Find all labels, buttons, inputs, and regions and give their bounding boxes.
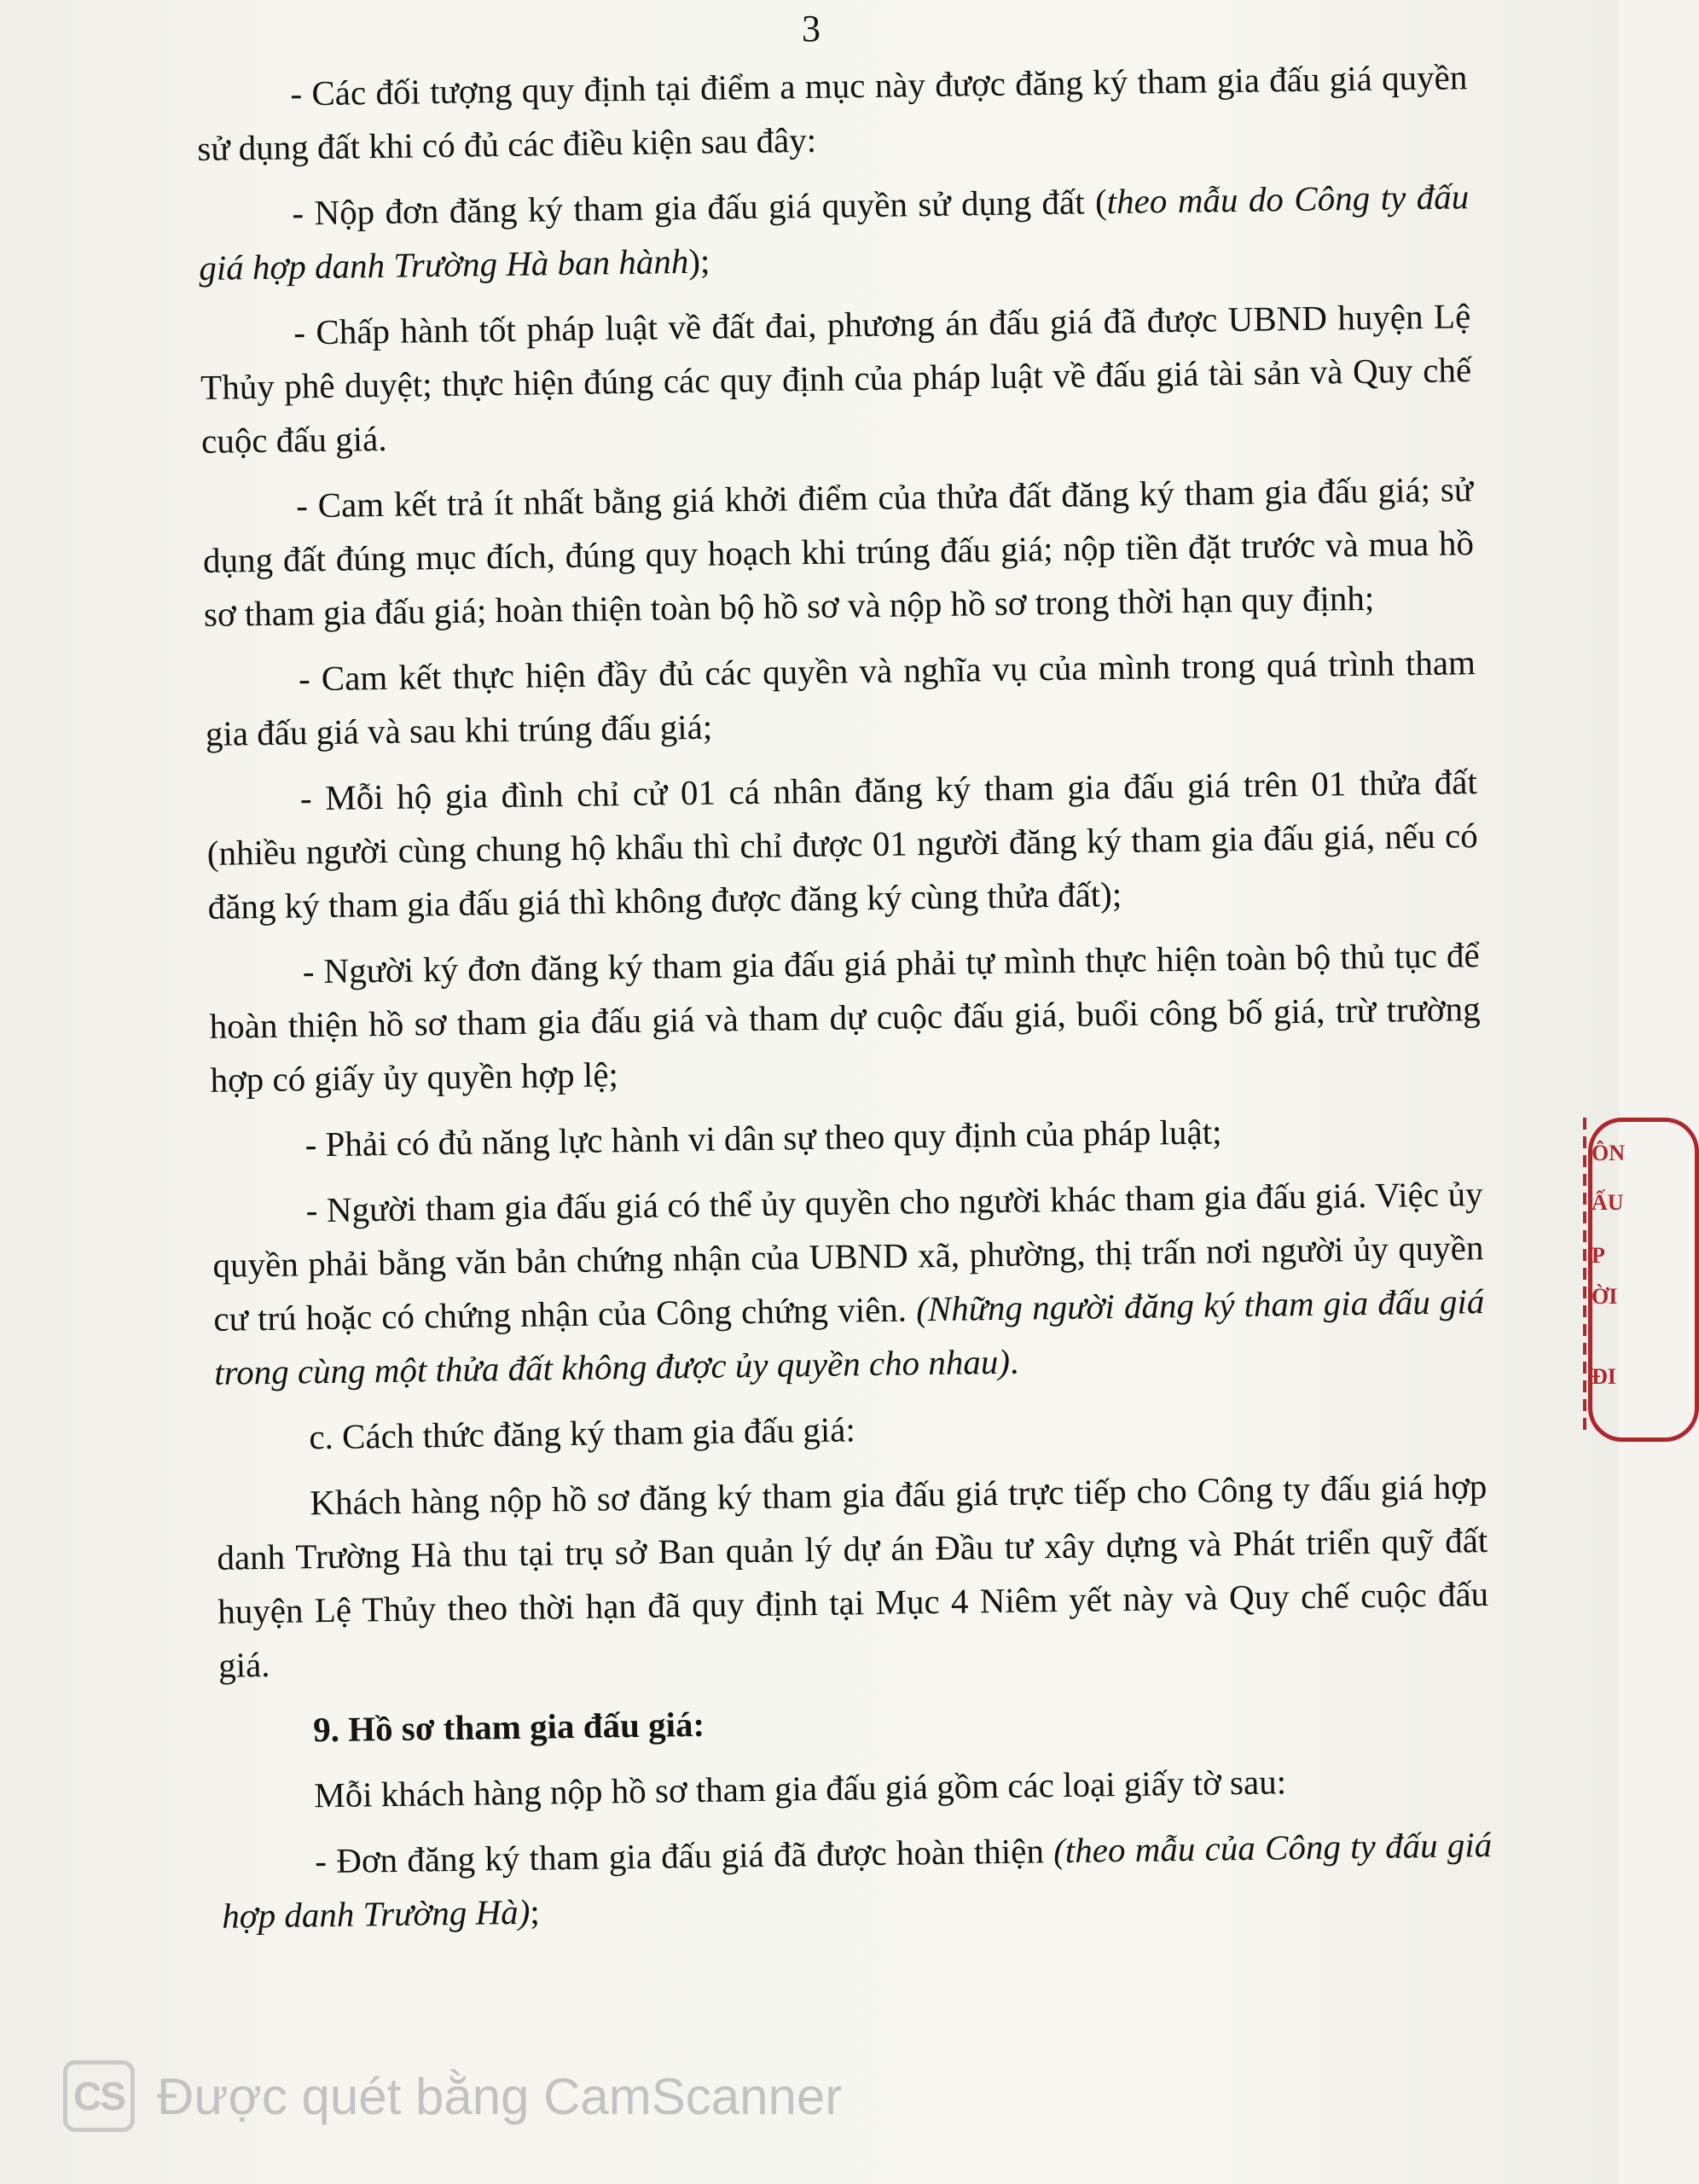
page-number: 3 [802,8,821,49]
paragraph-eligibility-conditions [196,50,1469,176]
paragraph-commit-price [202,462,1475,642]
paragraph-italic: (Những người đăng ký tham gia đấu giá trong cùng một thửa đất không được ủy quyền cho nhau) [214,1281,1485,1392]
paragraph-italic: theo mẫu do Công ty đấu giá hợp danh Trường Hà ban hành [198,177,1470,288]
stamp-border-bar [1583,1118,1586,1433]
paragraph-submission-location [216,1460,1489,1693]
section-heading-dossier [219,1687,1491,1758]
paragraph-comply-law [200,289,1472,468]
stamp-fragment: ĐI [1592,1364,1616,1389]
stamp-fragment: ÔN [1592,1141,1625,1165]
paragraph-one-per-household [206,755,1479,934]
paragraph-submit-application [198,170,1470,295]
paragraph-commit-rights [205,636,1477,761]
watermark-text: Được quét bằng CamScanner [157,2067,843,2125]
paragraph-text: - Chấp hành tốt pháp luật về đất đai, phương án đấu giá đã được UBND huyện Lệ Thủy phê duyệt; thực hiện đúng các quy định của pháp luật về đấu giá tài sản và Quy chế cuộc đấu giá. [200,296,1472,461]
subheading-registration-method [215,1394,1487,1466]
paragraph-tail: . [1009,1341,1019,1381]
document-body [196,50,1493,1955]
paragraph-text: - Nộp đơn đăng ký tham gia đấu giá quyền sử dụng đất ( [292,182,1108,233]
paragraph-text: - Cam kết thực hiện đầy đủ các quyền và nghĩa vụ của mình trong quá trình tham gia đấu giá và sau khi trúng đấu giá; [205,642,1476,753]
paragraph-text: - Các đối tượng quy định tại điểm a mục này được đăng ký tham gia đấu giá quyền sử dụng đất khi có đủ các điều kiện sau đây: [196,57,1468,168]
paragraph-civil-capacity [211,1101,1482,1173]
heading-text: 9. Hồ sơ tham gia đấu giá: [312,1704,705,1750]
paragraph-text: - Phải có đủ năng lực hành vi dân sự theo quy định của pháp luật; [304,1112,1222,1165]
paragraph-tail: ); [688,241,710,281]
camscanner-watermark [63,2062,842,2130]
paragraph-tail: ; [530,1891,541,1931]
paragraph-text: - Mỗi hộ gia đình chỉ cử 01 cá nhân đăng ký tham gia đấu giá trên 01 thửa đất (nhiều người cùng chung hộ khẩu thì chỉ được 01 người đăng ký tham gia đấu giá, nếu có đăng ký tham gia đấu giá thì không được đăng ký cùng thửa đất); [206,762,1479,926]
paragraph-text: c. Cách thức đăng ký tham gia đấu giá: [309,1409,856,1457]
stamp-fragment: ỜI [1592,1284,1618,1309]
red-seal-stamp [1583,1118,1625,1433]
paragraph-text: - Đơn đăng ký tham gia đấu giá đã được hoàn thiện [315,1831,1054,1881]
stamp-fragment: ẤU [1592,1190,1624,1215]
camscanner-logo-icon: CS [63,2060,135,2132]
paragraph-dossier-intro [220,1752,1492,1824]
paragraph-text: Mỗi khách hàng nộp hồ sơ tham gia đấu giá gồm các loại giấy tờ sau: [313,1762,1287,1815]
paragraph-italic: (theo mẫu của Công ty đấu giá hợp danh Trường Hà) [221,1824,1493,1936]
paragraph-application-form [221,1818,1493,1943]
paragraph-text: - Người tham gia đấu giá có thể ủy quyền cho người khác tham gia đấu giá. Việc ủy quyền phải bằng văn bản chứng nhận của UBND xã, phường, thị trấn nơi người ủy quyền cư trú hoặc có chứng nhận của Công chứng viên. [212,1174,1484,1339]
paragraph-text: - Người ký đơn đăng ký tham gia đấu giá phải tự mình thực hiện toàn bộ thủ tục để hoàn thiện hồ sơ tham gia đấu giá và tham dự cuộc đấu giá, buổi công bố giá, trừ trường hợp có giấy ủy quyền hợp lệ; [209,935,1481,1100]
paragraph-text: Khách hàng nộp hồ sơ đăng ký tham gia đấu giá trực tiếp cho Công ty đấu giá hợp danh Trường Hà thu tại trụ sở Ban quản lý dự án Đầu tư xây dựng và Phát triển quỹ đất huyện Lệ Thủy theo thời hạn đã quy định tại Mục 4 Niêm yết này và Quy chế cuộc đấu giá. [217,1467,1489,1685]
paragraph-authorization [212,1167,1485,1400]
stamp-fragment: P [1592,1243,1605,1268]
paragraph-text: - Cam kết trả ít nhất bằng giá khởi điểm của thửa đất đăng ký tham gia đấu giá; sử dụng đất đúng mục đích, đúng quy hoạch khi trúng đấu giá; nộp tiền đặt trước và mua hồ sơ tham gia đấu giá; hoàn thiện toàn bộ hồ sơ và nộp hồ sơ trong thời hạn quy định; [202,469,1475,634]
paragraph-signer-procedures [208,928,1481,1107]
stamp-text [1592,1135,1643,1396]
